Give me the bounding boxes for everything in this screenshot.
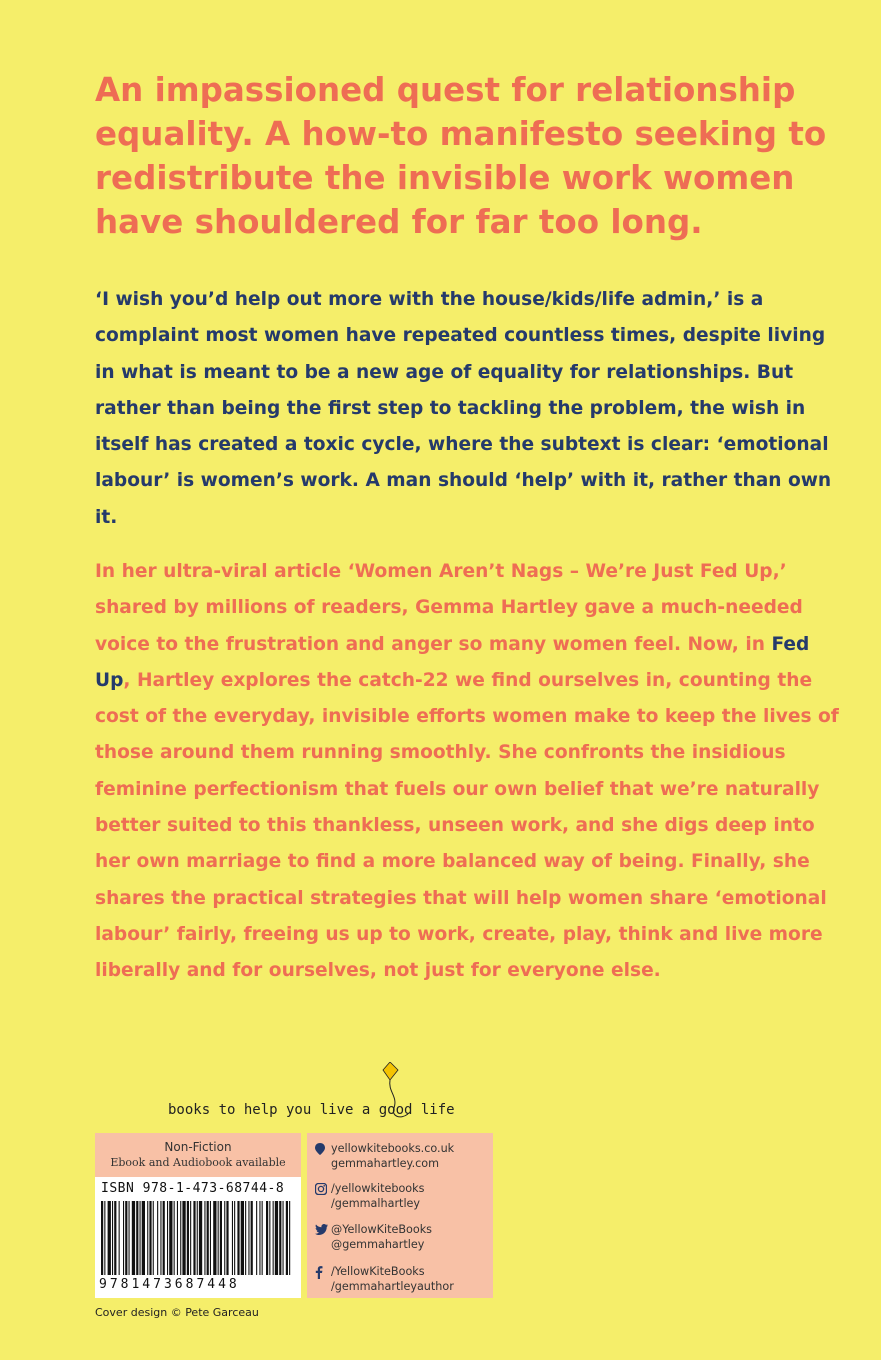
barcode-bar [140,1201,141,1275]
barcode-bar [114,1201,116,1275]
barcode-bar [251,1201,253,1275]
barcode-panel [95,1177,301,1298]
blurb-part-2: , Hartley explores the catch-22 we find ourselves in, counting the cost of the everyday, invisible efforts women make to keep the lives of those around them running smoothly. She confronts the insidious feminine perfectionism that fuels our own belief that we’re naturally better suited to this thankless, unseen work, and she digs deep into her own marriage to find a more balanced way of being. Finally, she shares the practical strategies that will help women share ‘emotional labour’ fairly, freeing us up to work, create, play, think and live more liberally and for ourselves, not just for everyone else. [95,669,839,982]
twitter-author[interactable]: @gemmahartley [331,1238,425,1251]
barcode-bar [180,1201,181,1275]
category-label: Non-Fiction [164,1140,232,1154]
barcode-bar [237,1201,239,1275]
blurb-part-1: In her ultra-viral article ‘Women Aren’t Nags – We’re Just Fed Up,’ shared by millions of readers, Gemma Hartley gave a much-needed voice to the frustration and anger so many women feel. Now, in [95,561,803,655]
facebook-author[interactable]: /gemmahartleyauthor [331,1280,454,1293]
website-publisher[interactable]: yellowkitebooks.co.uk [331,1142,455,1155]
barcode-bar [163,1201,165,1275]
barcode-bar [283,1201,284,1275]
facebook-publisher[interactable]: /YellowKiteBooks [331,1265,425,1278]
barcode-bar [286,1201,288,1275]
barcode-bar [207,1201,209,1275]
facebook-icon [315,1266,323,1279]
instagram-author[interactable]: /gemmalhartley [331,1197,421,1210]
barcode-image [101,1201,295,1275]
barcode-bar [248,1201,249,1275]
availability-label: Ebook and Audiobook available [110,1156,286,1169]
barcode-bar [269,1201,270,1275]
barcode-bar [101,1201,103,1275]
barcode-bar [234,1201,235,1275]
barcode-bar [132,1201,135,1275]
barcode-bar [149,1201,151,1275]
blurb [95,554,845,990]
twitter-links [315,1222,432,1252]
barcode-bar [125,1201,127,1275]
barcode-bar [153,1201,154,1275]
barcode-bar [279,1201,281,1275]
barcode-bar [204,1201,205,1275]
website-author[interactable]: gemmahartley.com [331,1157,440,1170]
barcode-bar [262,1201,263,1275]
barcode-bar [157,1201,158,1275]
barcode-bar [199,1201,202,1275]
barcode-bar [241,1201,244,1275]
barcode-bar [245,1201,246,1275]
instagram-icon [315,1183,327,1195]
barcode-bar [275,1201,278,1275]
instagram-links [315,1181,424,1211]
barcode-bar [136,1201,138,1275]
barcode-bar [232,1201,233,1275]
instagram-publisher[interactable]: /yellowkitebooks [331,1182,425,1195]
barcode-bar [224,1201,225,1275]
publisher-tagline: books to help you live a good life [168,1102,455,1118]
barcode-bar [256,1201,257,1275]
pull-quote: ‘I wish you’d help out more with the house/kids/life admin,’ is a complaint most women have repeated countless times, despite living in what is meant to be a new age of equality for relationships. But rather than being the first step to tackling the problem, the wish in itself has created a toxic cycle, where the subtext is clear: ‘emotional labour’ is women’s work. A man should ‘help’ with it, rather than own it. [95,289,832,528]
barcode-bar [174,1201,175,1275]
barcode-bar [213,1201,216,1275]
barcode-bar [182,1201,185,1275]
book-title: Fed Up [95,633,810,691]
isbn-text: ISBN 978-1-473-68744-8 [101,1181,285,1196]
barcode-bar [104,1201,105,1275]
links-panel [307,1133,493,1298]
barcode-bar [289,1201,290,1275]
barcode-bar [167,1201,168,1275]
facebook-links [315,1264,454,1294]
barcode-bar [147,1201,148,1275]
barcode-bar [119,1201,120,1275]
ean-number: 9781473687448 [99,1277,240,1292]
barcode-bar [218,1201,219,1275]
barcode-bar [142,1201,145,1275]
barcode-bar [160,1201,161,1275]
barcode-bar [259,1201,260,1275]
barcode-bar [112,1201,113,1275]
twitter-publisher[interactable]: @YellowKiteBooks [331,1223,433,1236]
barcode-bar [197,1201,198,1275]
barcode-bar [177,1201,178,1275]
barcode-bar [273,1201,274,1275]
info-panel [95,1133,301,1298]
barcode-bar [190,1201,191,1275]
barcode-bar [266,1201,268,1275]
barcode-bar [226,1201,228,1275]
web-links [315,1141,454,1171]
barcode-bar [129,1201,130,1275]
barcode-bar [193,1201,195,1275]
cover-credit: Cover design © Pete Garceau [95,1306,259,1319]
barcode-bar [169,1201,172,1275]
barcode-bar [210,1201,211,1275]
barcode-bar [187,1201,189,1275]
barcode-bar [108,1201,111,1275]
barcode-bar [123,1201,124,1275]
location-pin-icon [315,1143,325,1155]
barcode-bar [220,1201,222,1275]
twitter-icon [315,1224,328,1235]
headline: An impassioned quest for relationship equality. A how-to manifesto seeking to redistribute the invisible work women have shouldered for far too long. [95,71,827,241]
